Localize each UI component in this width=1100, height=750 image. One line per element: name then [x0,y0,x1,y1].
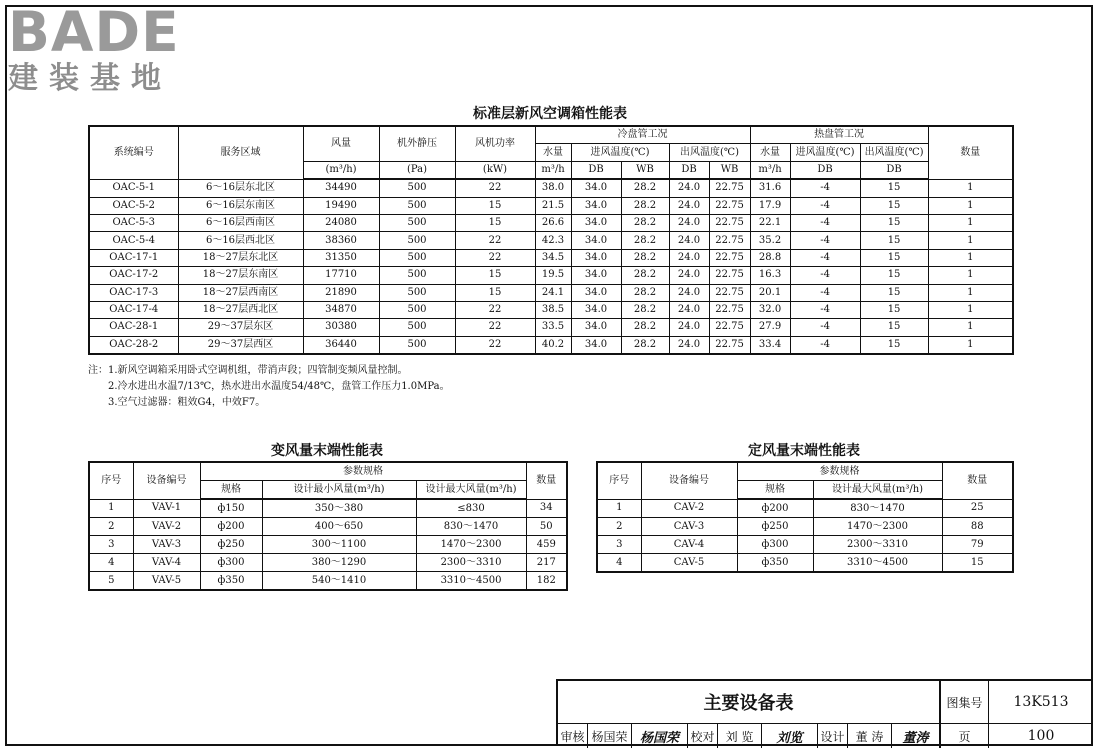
table-cell: 22.75 [709,284,750,301]
header-cool-inlet-db: DB [571,161,621,179]
cav-row [597,499,1013,518]
checker-signature: 刘览 [762,724,818,748]
design-label: 设计 [818,724,848,748]
logo-subtitle: 建装基地 [8,61,172,96]
header-power-unit: (kW) [455,161,535,179]
header-pressure-unit: (Pa) [379,161,455,179]
table-cell: ф300 [737,536,813,554]
cav-table-title: 定风量末端性能表 [748,443,860,459]
header-heating: 热盘管工况 [750,126,928,144]
table-cell: 22.75 [709,267,750,284]
table-cell: 29～37层东区 [178,319,303,336]
cav-row [597,536,1013,554]
table-cell: 15 [455,284,535,301]
table-cell: 24.1 [535,284,571,301]
table-cell: 28.2 [621,267,669,284]
logo-brand: BADE [8,0,180,64]
table-cell: 34.0 [571,179,621,197]
table-cell: OAC-17-4 [89,301,178,318]
vav-header-no: 序号 [89,462,133,499]
table-cell: 34.0 [571,249,621,266]
table-cell: 28.2 [621,197,669,214]
cav-header-device: 设备编号 [641,462,737,499]
atlas-number: 13K513 [989,681,1093,724]
vav-row [89,518,567,536]
table-cell: 38.5 [535,301,571,318]
drawing-name: 主要设备表 [558,681,941,724]
vav-header-spec: 规格 [200,481,262,500]
table-cell: 79 [942,536,1013,554]
table-cell: CAV-5 [641,554,737,573]
table-cell: 22 [455,232,535,249]
table-cell: 34.0 [571,301,621,318]
table-cell: 26.6 [535,214,571,231]
header-count: 数量 [928,126,1013,179]
table-cell: -4 [790,179,860,197]
table-cell: 15 [455,267,535,284]
table-cell: 15 [860,179,928,197]
table-cell: 22.75 [709,301,750,318]
table-cell: VAV-2 [133,518,200,536]
table-cell: 19490 [303,197,379,214]
table-cell: ф250 [200,536,262,554]
cav-table-body [597,499,1013,572]
header-pressure: 机外静压 [379,126,455,161]
table-cell: 40.2 [535,336,571,354]
header-power: 风机功率 [455,126,535,161]
table-cell: 35.2 [750,232,790,249]
table-cell: 1 [928,232,1013,249]
header-heat-water-unit: m³/h [750,161,790,179]
table-cell: 18～27层西南区 [178,284,303,301]
header-area: 服务区域 [178,126,303,179]
header-cool-outlet: 出风温度(℃) [669,144,750,161]
table-cell: 32.0 [750,301,790,318]
table-cell: 34.0 [571,232,621,249]
table-cell: VAV-5 [133,572,200,591]
table-cell: 4 [597,554,641,573]
table-cell: 24.0 [669,179,709,197]
vav-header-min: 设计最小风量(m³/h) [262,481,416,500]
table-cell: 34 [526,499,567,518]
table-cell: 22 [455,336,535,354]
check-label: 校对 [688,724,718,748]
cav-header-max: 设计最大风量(m³/h) [813,481,942,500]
vav-row [89,536,567,554]
table-cell: OAC-28-2 [89,336,178,354]
table-cell: 15 [860,214,928,231]
table-cell: -4 [790,319,860,336]
table-cell: 34.0 [571,336,621,354]
table-cell: 16.3 [750,267,790,284]
table-cell: 38.0 [535,179,571,197]
table-cell: 28.2 [621,301,669,318]
table-cell: 2300～3310 [416,554,526,572]
main-table-title: 标准层新风空调箱性能表 [473,106,627,122]
fresh-air-unit-table [88,125,1014,355]
table-cell: OAC-28-1 [89,319,178,336]
checker: 刘 览 [718,724,762,748]
table-cell: 28.8 [750,249,790,266]
table-cell: 830～1470 [416,518,526,536]
header-heat-outlet: 出风温度(℃) [860,144,928,161]
table-cell: -4 [790,336,860,354]
table-cell: OAC-17-1 [89,249,178,266]
table-cell: 30380 [303,319,379,336]
table-cell: 500 [379,336,455,354]
table-cell: 217 [526,554,567,572]
table-cell: 1 [928,284,1013,301]
table-cell: 22.75 [709,197,750,214]
vav-header-count: 数量 [526,462,567,499]
table-cell: -4 [790,267,860,284]
table-cell: 22 [455,319,535,336]
cav-header-no: 序号 [597,462,641,499]
table-cell: 15 [860,336,928,354]
table-cell: 31.6 [750,179,790,197]
table-row [89,214,1013,231]
table-cell: 28.2 [621,214,669,231]
table-cell: 22.75 [709,214,750,231]
table-cell: 24.0 [669,214,709,231]
table-cell: CAV-3 [641,518,737,536]
note-2: 2.冷水进出水温7/13℃，热水进出水温度54/48℃，盘管工作压力1.0MPa。 [108,381,450,392]
vav-table-body [89,499,567,590]
vav-table [88,461,568,591]
header-cool-outlet-db: DB [669,161,709,179]
table-cell: 17710 [303,267,379,284]
table-cell: -4 [790,284,860,301]
table-cell: 24.0 [669,197,709,214]
table-cell: 25 [942,499,1013,518]
table-cell: 1 [928,267,1013,284]
table-cell: 380～1290 [262,554,416,572]
table-cell: -4 [790,249,860,266]
table-cell: 540～1410 [262,572,416,591]
table-cell: 24080 [303,214,379,231]
header-heat-inlet: 进风温度(℃) [790,144,860,161]
table-cell: 15 [860,249,928,266]
table-cell: 350～380 [262,499,416,518]
table-cell: 24.0 [669,267,709,284]
table-cell: 2 [597,518,641,536]
table-cell: OAC-5-2 [89,197,178,214]
table-cell: 24.0 [669,284,709,301]
header-cooling: 冷盘管工况 [535,126,750,144]
table-cell: 20.1 [750,284,790,301]
table-cell: 459 [526,536,567,554]
table-cell: ф350 [737,554,813,573]
table-cell: -4 [790,214,860,231]
table-cell: 28.2 [621,179,669,197]
table-cell: 500 [379,267,455,284]
table-cell: 33.5 [535,319,571,336]
table-cell: OAC-17-2 [89,267,178,284]
table-cell: 1 [928,214,1013,231]
page-label: 页 [941,724,989,748]
header-airflow-unit: (m³/h) [303,161,379,179]
notes [88,363,450,411]
table-cell: 28.2 [621,319,669,336]
table-cell: 28.2 [621,284,669,301]
table-cell: 18～27层东北区 [178,249,303,266]
table-cell: 15 [860,197,928,214]
table-cell: 400～650 [262,518,416,536]
table-cell: 3310～4500 [813,554,942,573]
table-row [89,319,1013,336]
vav-table-title: 变风量末端性能表 [271,443,383,459]
table-cell: 38360 [303,232,379,249]
table-cell: 300～1100 [262,536,416,554]
table-cell: 6～16层东南区 [178,197,303,214]
table-cell: 28.2 [621,249,669,266]
table-cell: 34.0 [571,197,621,214]
table-cell: 34.0 [571,319,621,336]
table-cell: 15 [455,214,535,231]
vav-header-max: 设计最大风量(m³/h) [416,481,526,500]
vav-header-device: 设备编号 [133,462,200,499]
table-cell: OAC-5-4 [89,232,178,249]
cav-header-count: 数量 [942,462,1013,499]
reviewer: 杨国荣 [588,724,632,748]
header-heat-outlet-db: DB [860,161,928,179]
table-cell: 24.0 [669,249,709,266]
table-cell: 500 [379,179,455,197]
table-cell: 22 [455,301,535,318]
table-cell: VAV-3 [133,536,200,554]
table-cell: 22.75 [709,232,750,249]
table-cell: 36440 [303,336,379,354]
vav-row [89,499,567,518]
table-cell: 500 [379,249,455,266]
cav-table [596,461,1014,573]
table-cell: OAC-5-3 [89,214,178,231]
table-row [89,179,1013,197]
table-cell: 2 [89,518,133,536]
table-cell: 182 [526,572,567,591]
vav-header-params: 参数规格 [200,462,526,481]
table-cell: ≤830 [416,499,526,518]
table-row [89,249,1013,266]
table-cell: 34.0 [571,267,621,284]
table-cell: 24.0 [669,301,709,318]
table-cell: 17.9 [750,197,790,214]
table-cell: 6～16层东北区 [178,179,303,197]
page-number: 100 [1027,728,1055,744]
table-cell: 1 [928,249,1013,266]
table-cell: 15 [860,232,928,249]
table-cell: 21890 [303,284,379,301]
header-system: 系统编号 [89,126,178,179]
table-cell: CAV-4 [641,536,737,554]
table-cell: 3310～4500 [416,572,526,591]
table-cell: 19.5 [535,267,571,284]
table-cell: 31350 [303,249,379,266]
table-cell: 22.1 [750,214,790,231]
main-table-body [89,179,1013,354]
table-cell: VAV-4 [133,554,200,572]
reviewer-signature: 杨国荣 [632,724,688,748]
table-cell: 15 [942,554,1013,573]
table-cell: 1 [928,336,1013,354]
table-cell: 3 [597,536,641,554]
table-cell: 22.75 [709,249,750,266]
table-cell: 22 [455,249,535,266]
table-row [89,197,1013,214]
table-cell: 15 [455,197,535,214]
table-row [89,301,1013,318]
table-cell: 34870 [303,301,379,318]
table-cell: OAC-5-1 [89,179,178,197]
table-cell: 1 [928,301,1013,318]
table-cell: ф150 [200,499,262,518]
table-cell: 4 [89,554,133,572]
table-cell: -4 [790,232,860,249]
table-cell: 15 [860,301,928,318]
table-cell: 88 [942,518,1013,536]
table-cell: 34.0 [571,284,621,301]
cav-header-spec: 规格 [737,481,813,500]
table-cell: -4 [790,301,860,318]
table-cell: 6～16层西北区 [178,232,303,249]
table-cell: 18～27层西北区 [178,301,303,318]
table-cell: 1 [89,499,133,518]
table-cell: 27.9 [750,319,790,336]
table-cell: 500 [379,301,455,318]
table-cell: 15 [860,319,928,336]
header-cool-outlet-wb: WB [709,161,750,179]
vav-row [89,554,567,572]
table-cell: 28.2 [621,336,669,354]
table-cell: 1 [928,319,1013,336]
table-cell: 34.5 [535,249,571,266]
table-cell: 500 [379,284,455,301]
table-cell: 34490 [303,179,379,197]
table-cell: 500 [379,232,455,249]
header-cool-inlet: 进风温度(℃) [571,144,669,161]
table-cell: 22.75 [709,319,750,336]
table-cell: OAC-17-3 [89,284,178,301]
note-1: 注：1.新风空调箱采用卧式空调机组，带消声段；四管制变频风量控制。 [88,365,408,376]
table-cell: 22 [455,179,535,197]
table-cell: ф200 [737,499,813,518]
table-row [89,267,1013,284]
designer-signature: 董涛 [892,724,941,748]
table-cell: 18～27层东南区 [178,267,303,284]
table-cell: 22.75 [709,179,750,197]
table-cell: 28.2 [621,232,669,249]
cav-header-params: 参数规格 [737,462,942,481]
header-cool-inlet-wb: WB [621,161,669,179]
table-cell: 1 [597,499,641,518]
table-cell: 29～37层西区 [178,336,303,354]
table-cell: -4 [790,197,860,214]
table-row [89,336,1013,354]
table-cell: 24.0 [669,232,709,249]
table-cell: 50 [526,518,567,536]
table-cell: 33.4 [750,336,790,354]
table-cell: 500 [379,197,455,214]
table-cell: ф300 [200,554,262,572]
table-row [89,284,1013,301]
table-cell: 42.3 [535,232,571,249]
table-cell: 5 [89,572,133,591]
table-cell: 15 [860,267,928,284]
header-cool-water-unit: m³/h [535,161,571,179]
logo [8,0,220,96]
table-cell: ф350 [200,572,262,591]
header-airflow: 风量 [303,126,379,161]
cav-row [597,554,1013,573]
table-cell: 1 [928,197,1013,214]
cav-row [597,518,1013,536]
table-cell: 500 [379,214,455,231]
table-cell: 1 [928,179,1013,197]
table-cell: 24.0 [669,319,709,336]
note-3: 3.空气过滤器：粗效G4，中效F7。 [108,397,266,408]
table-cell: 15 [860,284,928,301]
title-block [556,679,1093,746]
table-cell: 3 [89,536,133,554]
header-cool-water: 水量 [535,144,571,161]
header-heat-water: 水量 [750,144,790,161]
table-cell: VAV-1 [133,499,200,518]
table-cell: 22.75 [709,336,750,354]
table-cell: 1470～2300 [416,536,526,554]
table-row [89,232,1013,249]
table-cell: 500 [379,319,455,336]
table-cell: 24.0 [669,336,709,354]
designer: 董 涛 [848,724,892,748]
atlas-label: 图集号 [941,681,989,724]
table-cell: 830～1470 [813,499,942,518]
table-cell: 1470～2300 [813,518,942,536]
table-cell: ф200 [200,518,262,536]
table-cell: 21.5 [535,197,571,214]
table-cell: 6～16层西南区 [178,214,303,231]
header-heat-inlet-db: DB [790,161,860,179]
review-label: 审核 [558,724,588,748]
vav-row [89,572,567,591]
table-cell: 2300～3310 [813,536,942,554]
table-cell: CAV-2 [641,499,737,518]
table-cell: 34.0 [571,214,621,231]
table-cell: ф250 [737,518,813,536]
